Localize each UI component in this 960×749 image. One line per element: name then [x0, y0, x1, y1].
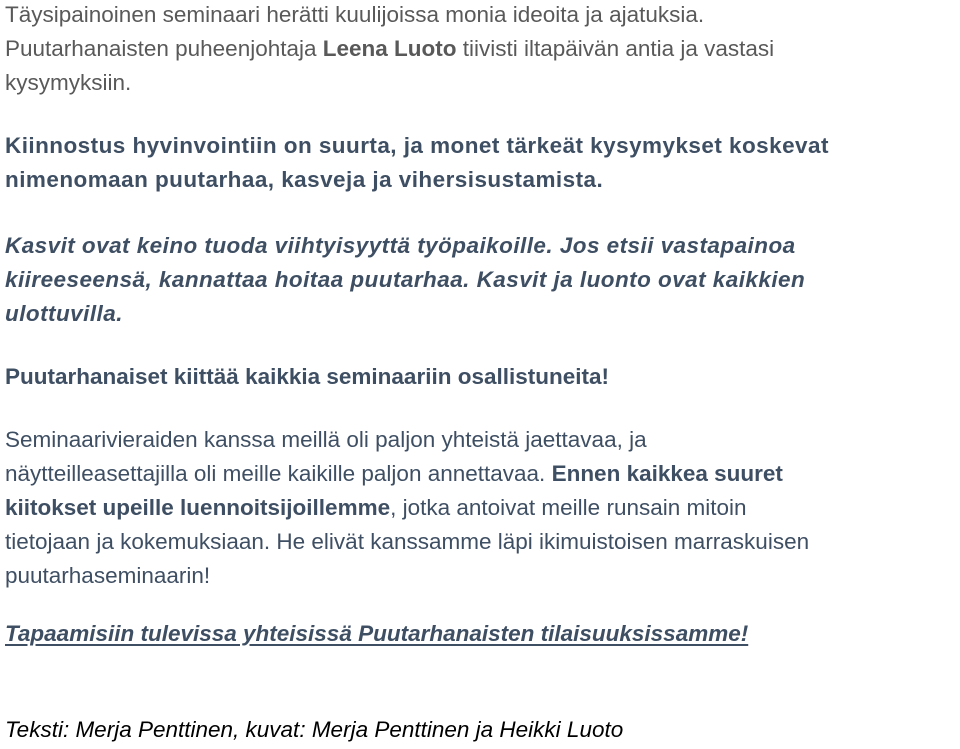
- text-line: kiireeseensä, kannattaa hoitaa puutarhaa. Kasvit ja luonto ovat kaikkien: [5, 267, 806, 292]
- text-line: Teksti: Merja Penttinen, kuvat: Merja Penttinen ja Heikki Luoto: [5, 717, 624, 742]
- emphasis-span: kiitokset upeille luennoitsijoillemme: [5, 495, 391, 520]
- text-line: [5, 491, 809, 525]
- plants-paragraph: [5, 229, 805, 331]
- text-line: Tapaamisiin tulevissa yhteisissä Puutarhanaisten tilaisuuksissamme!: [5, 621, 749, 646]
- guests-paragraph: [5, 423, 809, 593]
- text-line: puutarhaseminaarin!: [5, 563, 211, 588]
- text-line: [5, 457, 809, 491]
- text-line: Täysipainoinen seminaari herätti kuulijoissa monia ideoita ja ajatuksia.: [5, 2, 705, 27]
- text-line: tietojaan ja kokemuksiaan. He elivät kanssamme läpi ikimuistoisen marraskuisen: [5, 529, 810, 554]
- text-span: , jotka antoivat meille runsain mitoin: [390, 495, 747, 520]
- text-line: [5, 32, 774, 66]
- text-line: kysymyksiin.: [5, 70, 132, 95]
- text-span: näytteilleasettajilla oli meille kaikille paljon annettavaa.: [5, 461, 552, 486]
- text-line: ulottuvilla.: [5, 301, 123, 326]
- interest-paragraph: [5, 129, 829, 197]
- credits-line: [5, 713, 623, 747]
- thanks-heading: [5, 360, 609, 394]
- intro-paragraph: [5, 0, 774, 100]
- text-span: Puutarhanaisten puheenjohtaja: [5, 36, 323, 61]
- text-line: Kiinnostus hyvinvointiin on suurta, ja monet tärkeät kysymykset koskevat: [5, 133, 829, 158]
- emphasis-span: Ennen kaikkea suuret: [551, 461, 783, 486]
- closing-line: [5, 617, 748, 651]
- text-line: Puutarhanaiset kiittää kaikkia seminaariin osallistuneita!: [5, 364, 609, 389]
- text-line: Seminaarivieraiden kanssa meillä oli paljon yhteistä jaettavaa, ja: [5, 427, 647, 452]
- text-line: Kasvit ovat keino tuoda viihtyisyyttä työpaikoille. Jos etsii vastapainoa: [5, 233, 796, 258]
- text-line: nimenomaan puutarhaa, kasveja ja vihersisustamista.: [5, 167, 604, 192]
- chairperson-name: Leena Luoto: [322, 36, 457, 61]
- text-span: tiivisti iltapäivän antia ja vastasi: [456, 36, 775, 61]
